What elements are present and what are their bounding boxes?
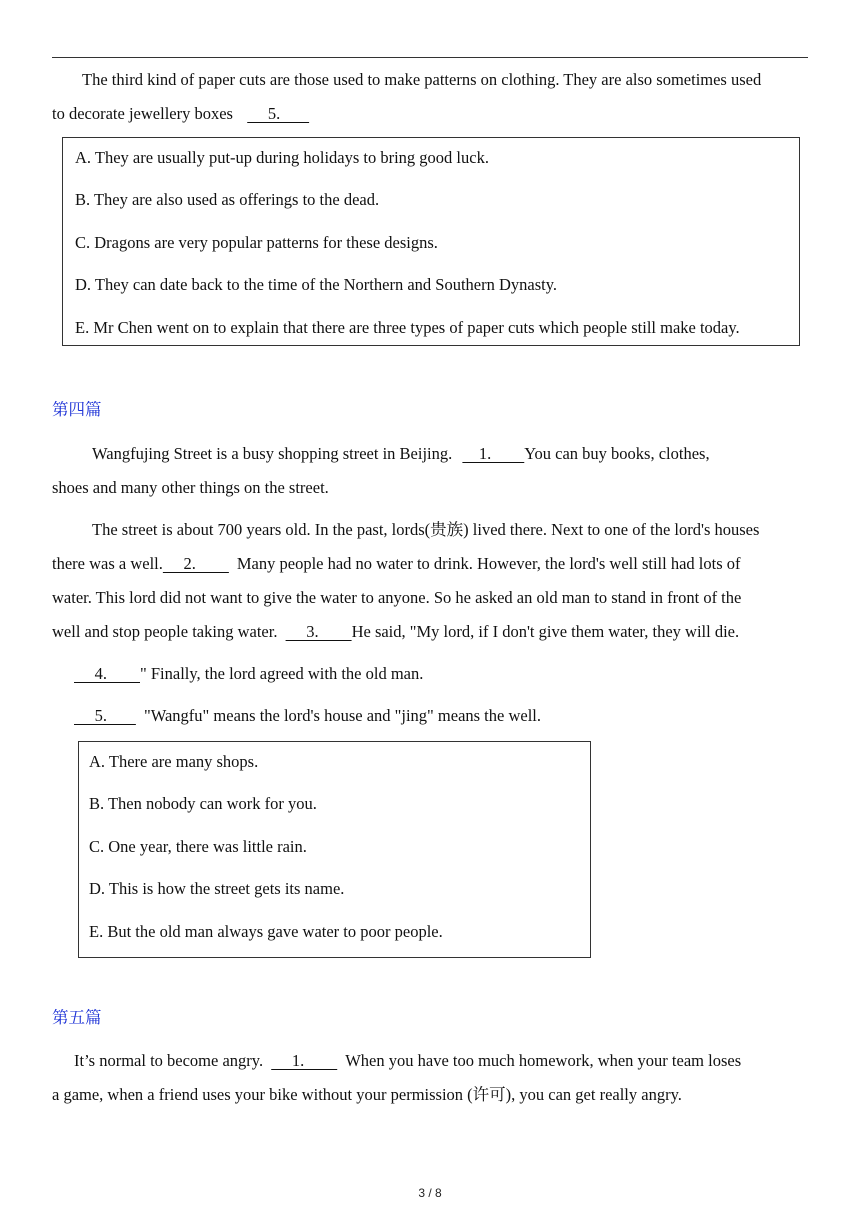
passage4-line: shoes and many other things on the street. xyxy=(52,478,329,497)
passage4-text: "Wangfu" means the lord's house and "jing" means the well. xyxy=(144,706,541,725)
passage5-line: a game, when a friend uses your bike without your permission (许可), you can get really angry. xyxy=(52,1085,682,1104)
answer-blank-5[interactable]: 5. xyxy=(74,706,136,725)
passage5-line xyxy=(74,1051,741,1071)
header-rule xyxy=(52,57,808,58)
passage4-text: Many people had no water to drink. However, the lord's well still had lots of xyxy=(236,554,741,573)
passage4-line xyxy=(52,554,741,574)
answer-blank-2[interactable]: 2. xyxy=(162,554,229,573)
passage4-text: He said, "My lord, if I don't give them water, they will die. xyxy=(351,622,740,641)
option-b: B. Then nobody can work for you. xyxy=(89,794,317,813)
option-d: D. This is how the street gets its name. xyxy=(89,879,345,898)
answer-blank-5[interactable]: 5. xyxy=(247,104,310,123)
passage4-text: " Finally, the lord agreed with the old man. xyxy=(140,664,424,683)
option-e: E. But the old man always gave water to poor people. xyxy=(89,922,443,941)
passage4-line xyxy=(92,444,710,464)
option-c: C. One year, there was little rain. xyxy=(89,837,307,856)
passage4-line: The street is about 700 years old. In the past, lords(贵族) lived there. Next to one of the lord's houses xyxy=(92,520,760,539)
option-b: B. They are also used as offerings to the dead. xyxy=(75,190,380,209)
passage3-text: to decorate jewellery boxes xyxy=(52,104,233,123)
option-a: A. There are many shops. xyxy=(89,752,259,771)
passage4-text: there was a well. xyxy=(52,554,163,573)
page-number: 3 / 8 xyxy=(418,1186,442,1200)
passage4-heading: 第四篇 xyxy=(52,400,102,419)
passage4-line xyxy=(52,622,739,642)
answer-blank-4[interactable]: 4. xyxy=(74,664,140,683)
passage5-text: It’s normal to become angry. xyxy=(74,1051,264,1070)
passage4-options-box xyxy=(78,741,591,958)
passage3-paragraph-line xyxy=(52,104,309,124)
option-c: C. Dragons are very popular patterns for these designs. xyxy=(75,233,438,252)
answer-blank-1[interactable]: 1. xyxy=(271,1051,338,1070)
passage4-line xyxy=(74,664,423,684)
passage4-line xyxy=(74,706,541,726)
answer-blank-3[interactable]: 3. xyxy=(285,622,352,641)
passage4-text: well and stop people taking water. xyxy=(52,622,278,641)
answer-blank-1[interactable]: 1. xyxy=(462,444,525,463)
passage3-options-box xyxy=(62,137,800,346)
option-a: A. They are usually put-up during holidays to bring good luck. xyxy=(75,148,489,167)
passage4-line: water. This lord did not want to give the water to anyone. So he asked an old man to stand in front of the xyxy=(52,588,742,607)
passage4-text: You can buy books, clothes, xyxy=(524,444,710,463)
passage5-heading: 第五篇 xyxy=(52,1008,102,1027)
passage5-text: When you have too much homework, when your team loses xyxy=(345,1051,742,1070)
passage4-text: Wangfujing Street is a busy shopping street in Beijing. xyxy=(92,444,453,463)
passage3-paragraph-line: The third kind of paper cuts are those used to make patterns on clothing. They are also sometimes used xyxy=(82,70,762,89)
option-e: E. Mr Chen went on to explain that there are three types of paper cuts which people still make today. xyxy=(75,318,740,337)
option-d: D. They can date back to the time of the Northern and Southern Dynasty. xyxy=(75,275,558,294)
